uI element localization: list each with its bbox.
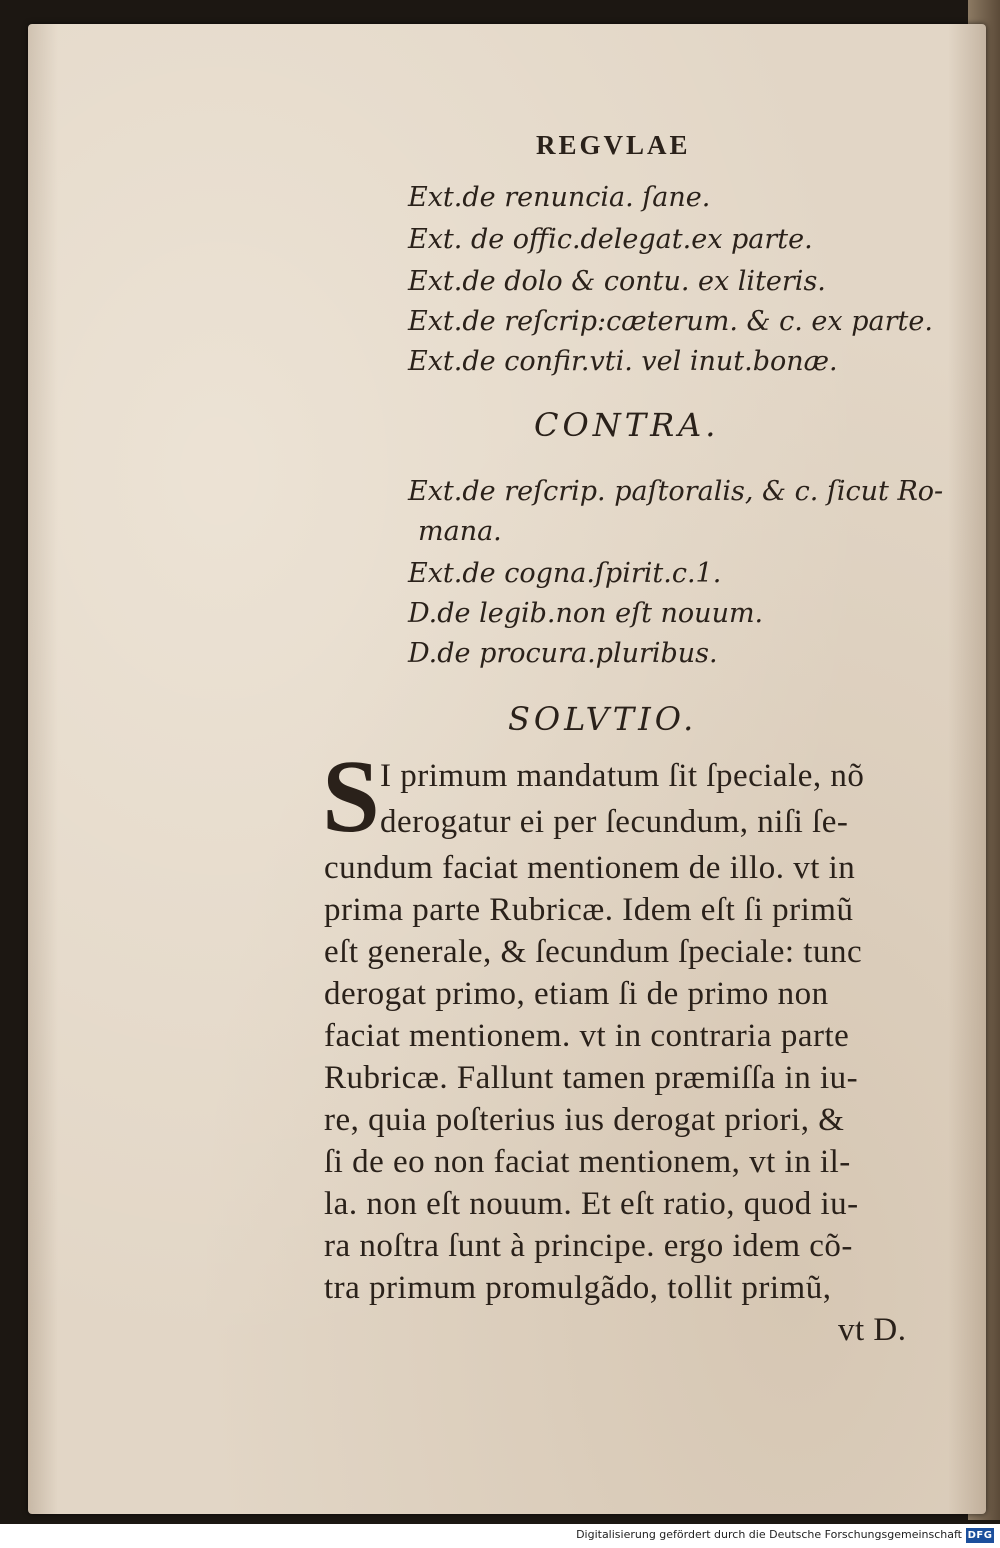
running-title: REGVLAE: [536, 130, 691, 160]
body-line: cundum faciat mentionem de illo. vt in: [324, 850, 856, 886]
citation-line: Ext.de renuncia. ſane.: [408, 182, 711, 213]
solutio-heading: SOLVTIO.: [508, 700, 698, 738]
citation-line: Ext.de dolo & contu. ex literis.: [408, 266, 826, 297]
body-line: la. non eſt nouum. Et eſt ratio, quod iu-: [324, 1186, 859, 1222]
citation-line: Ext.de cogna.ſpirit.c.1.: [408, 558, 722, 589]
dfg-logo-icon: DFG: [967, 1530, 993, 1541]
body-line: tra primum promulgãdo, tollit primũ,: [324, 1270, 832, 1306]
citation-line: Ext. de offic.delegat.ex parte.: [408, 224, 813, 255]
citation-line: mana.: [418, 516, 502, 547]
footer-credit: Digitalisierung gefördert durch die Deutsche Forschungsgemeinschaft: [576, 1528, 962, 1541]
citation-line: Ext.de confir.vti. vel inut.bonæ.: [408, 346, 838, 377]
body-line: prima parte Rubricæ. Idem eſt ſi primũ: [324, 892, 854, 928]
contra-heading: CONTRA.: [534, 406, 720, 444]
body-line: Rubricæ. Fallunt tamen præmiſſa in iu-: [324, 1060, 859, 1096]
citation-line: D.de legib.non eſt nouum.: [408, 598, 764, 629]
body-line: derogatur ei per ſecundum, niſi ſe-: [380, 804, 849, 840]
citation-line: Ext.de reſcrip:cæterum. & c. ex parte.: [408, 306, 933, 337]
body-line: ra noſtra ſunt à principe. ergo idem cõ-: [324, 1228, 853, 1264]
citation-line: Ext.de reſcrip. paſtoralis, & c. ſicut Ro-: [408, 476, 944, 507]
citation-line: D.de procura.pluribus.: [408, 638, 718, 669]
catchword: vt D.: [838, 1312, 907, 1348]
body-line: faciat mentionem. vt in contraria parte: [324, 1018, 850, 1054]
body-line: derogat primo, etiam ſi de primo non: [324, 976, 829, 1012]
drop-cap: S: [322, 739, 380, 854]
body-line: eſt generale, & ſecundum ſpeciale: tunc: [324, 934, 863, 970]
body-line: ſi de eo non faciat mentionem, vt in il-: [324, 1144, 851, 1180]
body-line: I primum mandatum ſit ſpeciale, nõ: [380, 758, 865, 794]
body-line: re, quia poſterius ius derogat priori, &: [324, 1102, 845, 1138]
